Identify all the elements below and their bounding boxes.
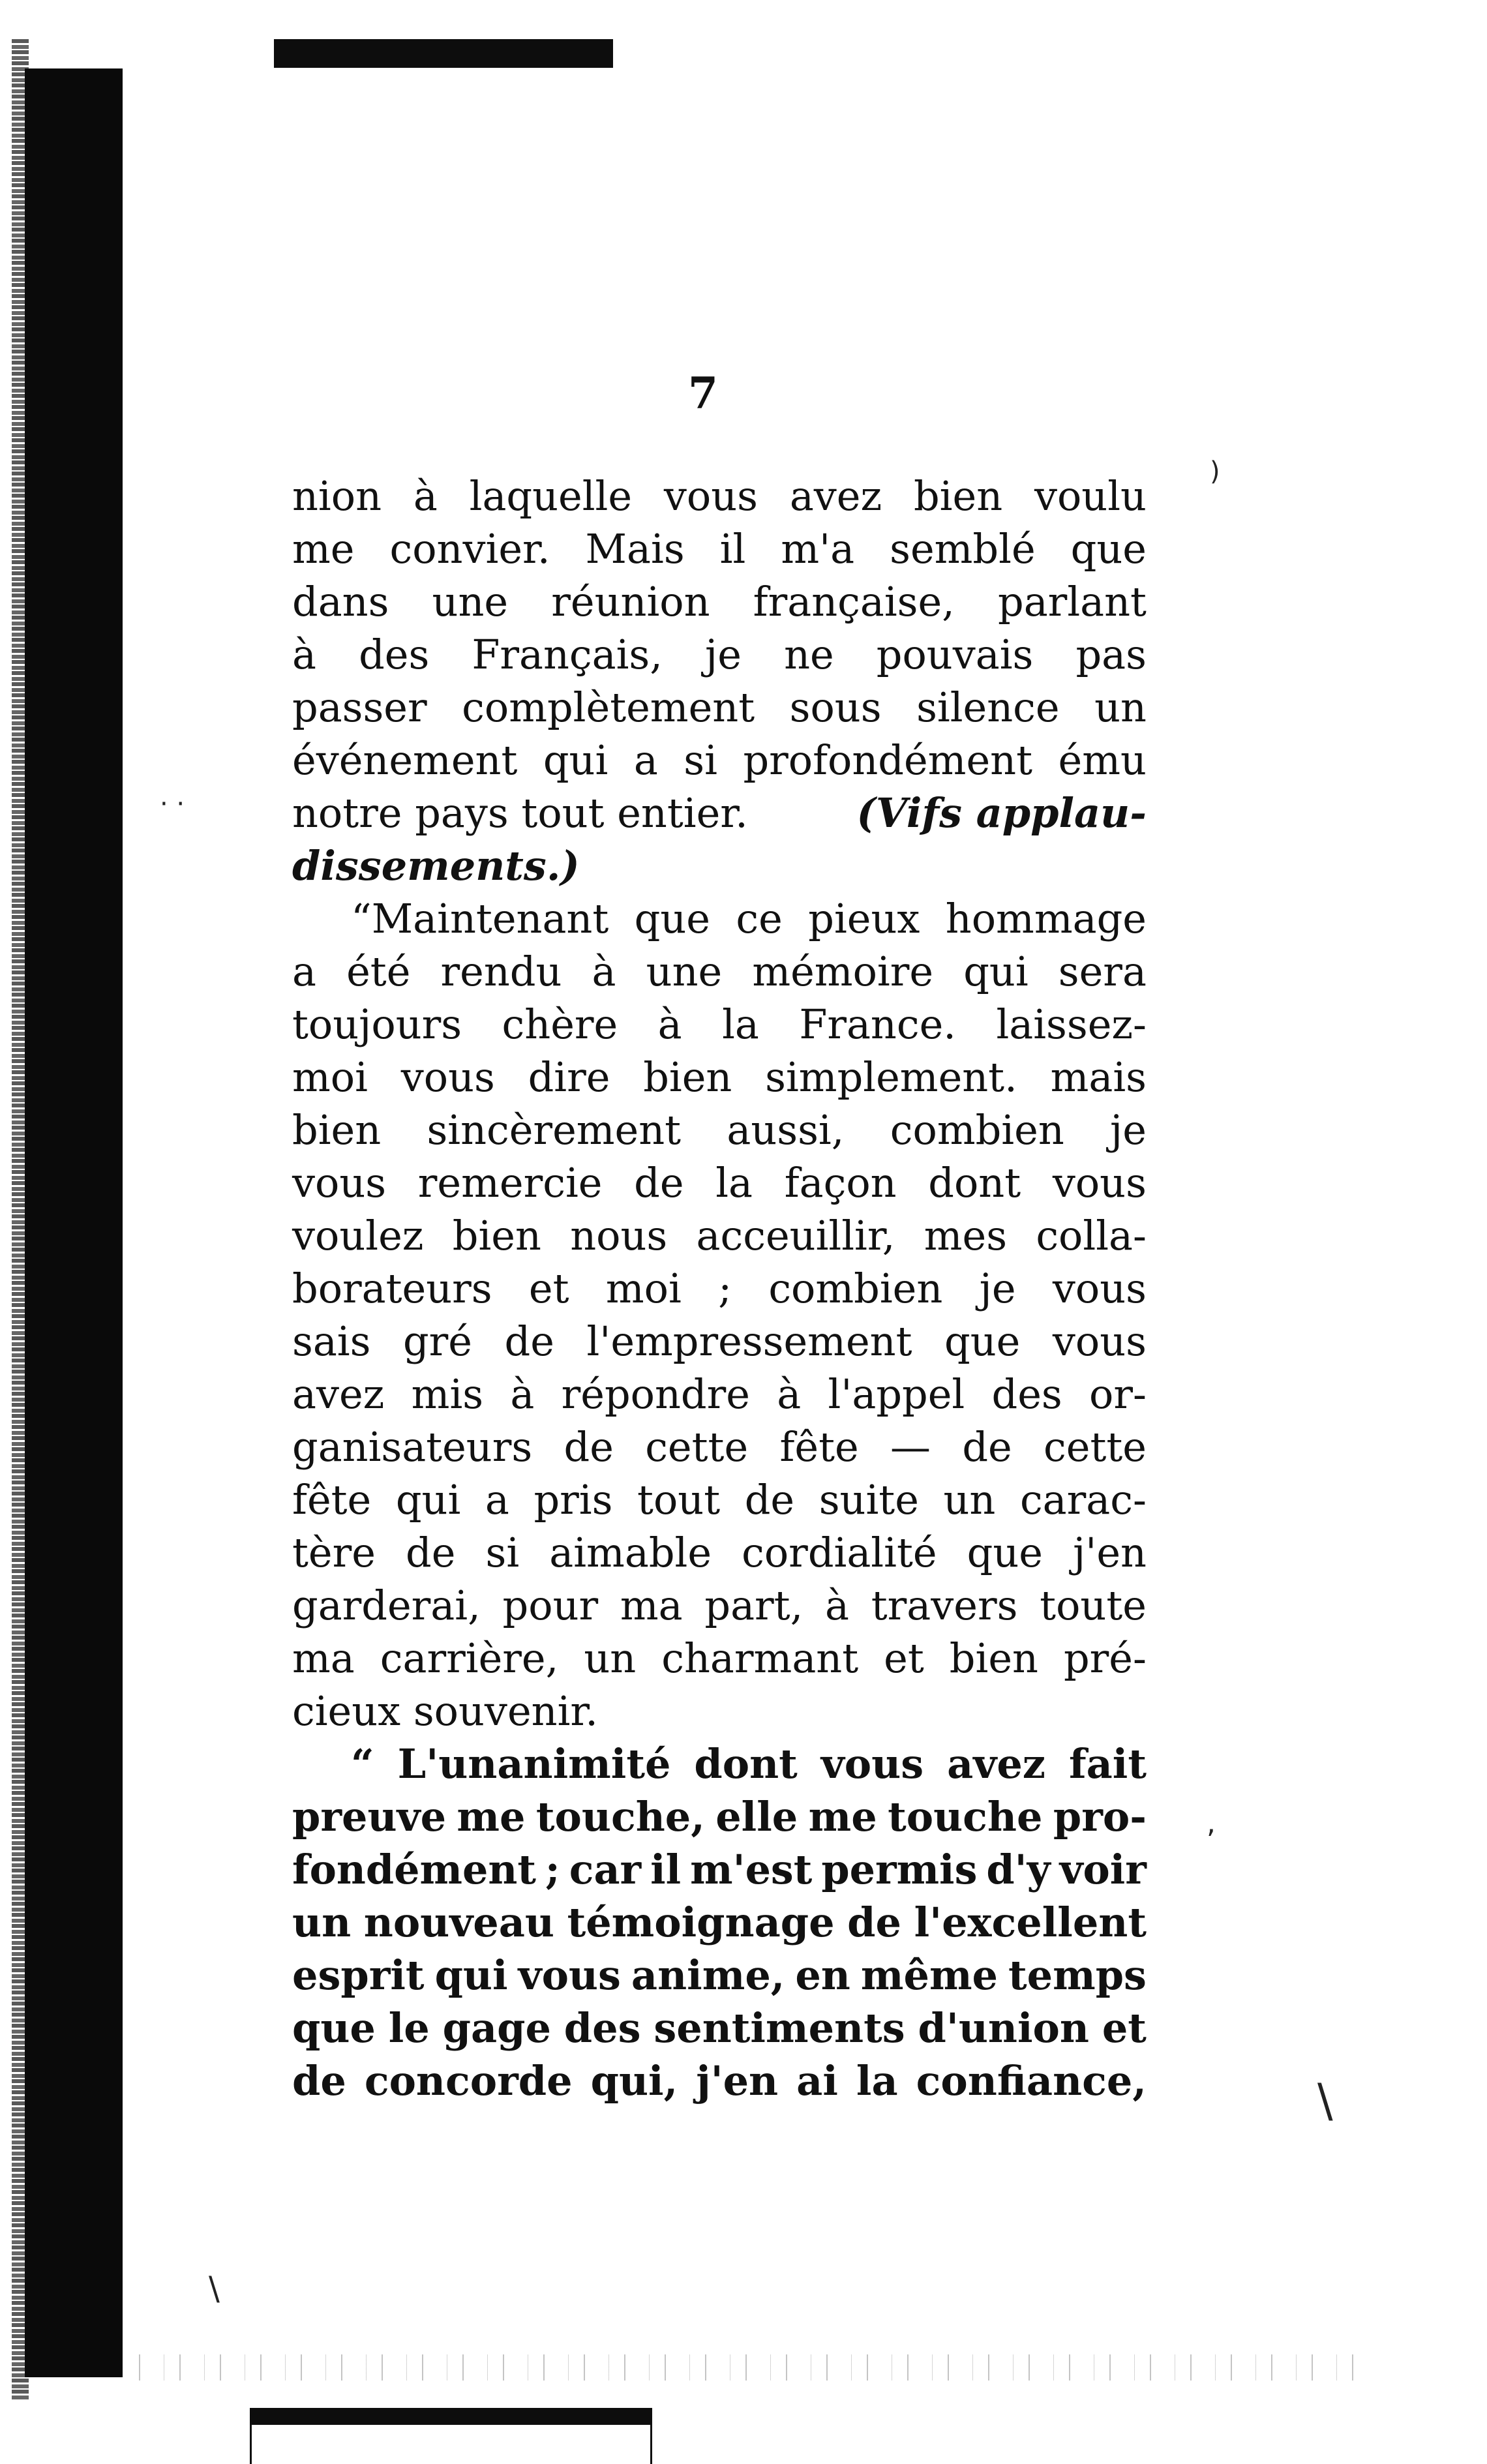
word: toute xyxy=(1040,1582,1147,1629)
word: rendu xyxy=(440,948,562,995)
word: que xyxy=(944,1317,1021,1365)
scan-mark: · · xyxy=(160,789,185,819)
word: mes xyxy=(924,1212,1008,1259)
word: dans xyxy=(292,578,389,625)
word: été xyxy=(346,948,411,995)
text-line xyxy=(292,1262,1147,1315)
word: qui xyxy=(395,1476,461,1524)
text-line xyxy=(292,1104,1147,1156)
word: bien xyxy=(643,1053,732,1101)
word: m'a xyxy=(781,525,855,573)
word: combien xyxy=(890,1106,1064,1154)
word: aussi, xyxy=(727,1106,845,1154)
word: profondément xyxy=(743,736,1033,784)
word: mémoire xyxy=(752,948,934,995)
word: mais xyxy=(1050,1053,1147,1101)
word: colla- xyxy=(1036,1212,1147,1259)
text-line xyxy=(292,1579,1147,1632)
word: voir xyxy=(1059,1846,1147,1893)
top-scan-bar xyxy=(274,39,613,68)
word: avez xyxy=(292,1370,385,1418)
word: parlant xyxy=(998,578,1147,625)
word: que xyxy=(967,1529,1043,1576)
word: de xyxy=(292,2057,346,2105)
text-line xyxy=(292,1209,1147,1262)
word: confiance, xyxy=(916,2057,1147,2105)
word: la xyxy=(722,1000,759,1048)
word: or- xyxy=(1089,1370,1147,1418)
word: et xyxy=(1102,2004,1147,2052)
word: de xyxy=(504,1317,554,1365)
applause-note: (Vifs applau- xyxy=(856,789,1147,837)
word: j'en xyxy=(1073,1529,1147,1576)
word: la xyxy=(715,1159,753,1207)
word: voulez xyxy=(292,1212,424,1259)
word: charmant xyxy=(661,1634,859,1682)
word: sera xyxy=(1058,948,1147,995)
word: l'excellent xyxy=(914,1899,1147,1946)
word: laquelle xyxy=(469,472,633,520)
word: bien xyxy=(292,1106,382,1154)
text-line xyxy=(292,575,1147,628)
word: dont xyxy=(928,1159,1021,1207)
word: hommage xyxy=(945,895,1147,942)
word: à xyxy=(413,472,438,520)
word: ne xyxy=(784,631,834,678)
word: que xyxy=(292,2004,376,2052)
word: ma xyxy=(292,1634,355,1682)
text-line: cieux souvenir. xyxy=(292,1687,598,1735)
word: de xyxy=(563,1423,614,1471)
word: des xyxy=(359,631,430,678)
word: pris xyxy=(533,1476,613,1524)
word: part, xyxy=(704,1582,804,1629)
scan-speckles xyxy=(124,2354,1376,2381)
word: qui xyxy=(963,948,1029,995)
word: une xyxy=(432,578,509,625)
paragraph-start xyxy=(292,892,1147,945)
scan-mark: \ xyxy=(1317,2074,1333,2127)
word: me xyxy=(808,1793,877,1840)
word: voulu xyxy=(1034,472,1147,520)
word: elle xyxy=(715,1793,798,1840)
word: dont xyxy=(694,1740,798,1788)
word: anime, xyxy=(631,1951,785,1999)
word: toujours xyxy=(292,1000,462,1048)
word: fête xyxy=(292,1476,372,1524)
word: pouvais xyxy=(876,631,1034,678)
applause-note-end: dissements.) xyxy=(292,842,580,890)
word: carrière, xyxy=(380,1634,559,1682)
word: que xyxy=(634,895,710,942)
word: ; xyxy=(545,1846,560,1893)
word: remercie xyxy=(417,1159,603,1207)
word: fait xyxy=(1068,1740,1147,1788)
word: à xyxy=(292,631,316,678)
word: touche xyxy=(888,1793,1043,1840)
word: car xyxy=(569,1846,642,1893)
word: vous xyxy=(292,1159,387,1207)
word: je xyxy=(1110,1106,1147,1154)
word: nion xyxy=(292,472,382,520)
word: l'appel xyxy=(828,1370,965,1418)
word: cordialité xyxy=(742,1529,937,1576)
word: concorde xyxy=(364,2057,573,2105)
page-number: 7 xyxy=(688,368,718,419)
word: borateurs xyxy=(292,1265,492,1312)
word: réunion xyxy=(551,578,710,625)
word: à xyxy=(777,1370,802,1418)
word: aimable xyxy=(549,1529,712,1576)
word: ce xyxy=(736,895,783,942)
word: Mais xyxy=(585,525,685,573)
word: vous xyxy=(518,1951,621,1999)
word: de xyxy=(744,1476,795,1524)
text-line xyxy=(292,628,1147,681)
word: dire xyxy=(528,1053,610,1101)
word: à xyxy=(825,1582,849,1629)
text-line xyxy=(292,1420,1147,1473)
text-line xyxy=(292,1526,1147,1579)
scan-mark: , xyxy=(1207,1807,1216,1840)
text-line xyxy=(292,839,1147,892)
word: des xyxy=(991,1370,1062,1418)
text-line xyxy=(292,1949,1147,2002)
text-line xyxy=(292,1632,1147,1685)
word: vous xyxy=(1052,1159,1147,1207)
text-line xyxy=(292,1896,1147,1949)
word: travers xyxy=(871,1582,1018,1629)
word: acceuillir, xyxy=(696,1212,895,1259)
word: façon xyxy=(784,1159,897,1207)
scan-mark: \ xyxy=(209,2270,220,2307)
word: et xyxy=(528,1265,569,1312)
word: “ xyxy=(351,1740,374,1788)
word: de xyxy=(847,1899,901,1946)
word: laissez- xyxy=(996,1000,1147,1048)
scan-mark: ) xyxy=(1210,457,1220,487)
word: sous xyxy=(789,684,882,731)
word: me xyxy=(292,525,355,573)
word: cette xyxy=(645,1423,749,1471)
word: répondre xyxy=(561,1370,750,1418)
word: le xyxy=(388,2004,430,2052)
word: d'y xyxy=(986,1846,1051,1893)
word: l'empressement xyxy=(586,1317,912,1365)
word: ; xyxy=(718,1265,732,1312)
word: à xyxy=(592,948,616,995)
word: j'en xyxy=(696,2057,779,2105)
word: je xyxy=(979,1265,1016,1312)
word: permis xyxy=(821,1846,978,1893)
text-line xyxy=(292,734,1147,787)
bottom-scan-bar xyxy=(250,2408,652,2425)
word: a xyxy=(485,1476,509,1524)
word: et xyxy=(884,1634,924,1682)
text-line xyxy=(292,2002,1147,2054)
word: ému xyxy=(1058,736,1147,784)
word: en xyxy=(795,1951,850,1999)
text-line xyxy=(292,522,1147,575)
word: — xyxy=(890,1423,931,1471)
word: silence xyxy=(916,684,1060,731)
word: tère xyxy=(292,1529,376,1576)
word: simplement. xyxy=(765,1053,1017,1101)
text-line xyxy=(292,2054,1147,2107)
word: des xyxy=(563,2004,641,2052)
word: bien xyxy=(452,1212,541,1259)
paragraph-start xyxy=(292,1737,1147,1790)
word: à xyxy=(510,1370,535,1418)
word: sentiments xyxy=(653,2004,905,2052)
word: de xyxy=(406,1529,456,1576)
word: sincèrement xyxy=(427,1106,682,1154)
word: combien xyxy=(768,1265,943,1312)
word: si xyxy=(683,736,717,784)
word: un xyxy=(584,1634,637,1682)
word: même xyxy=(860,1951,998,1999)
text-line xyxy=(292,1051,1147,1104)
bottom-scan-bar-edge-left xyxy=(250,2425,252,2464)
text-line xyxy=(292,1790,1147,1843)
word: qui xyxy=(434,1951,508,1999)
text-line xyxy=(292,998,1147,1051)
text-line xyxy=(292,1315,1147,1368)
text-line xyxy=(292,1156,1147,1209)
word: ma xyxy=(620,1582,683,1629)
word: garderai, xyxy=(292,1582,481,1629)
word: bien xyxy=(913,472,1003,520)
word: un xyxy=(943,1476,996,1524)
word: avez xyxy=(947,1740,1045,1788)
word: à xyxy=(657,1000,682,1048)
word: si xyxy=(485,1529,520,1576)
text-line xyxy=(292,1843,1147,1896)
word: fondément xyxy=(292,1846,536,1893)
word: “Maintenant xyxy=(351,895,609,942)
word: mis xyxy=(411,1370,484,1418)
word: chère xyxy=(502,1000,618,1048)
word: un xyxy=(292,1899,352,1946)
word: je xyxy=(705,631,742,678)
word: une xyxy=(646,948,723,995)
word: me xyxy=(457,1793,526,1840)
text-line: notre pays tout entier. (Vifs applau- xyxy=(292,787,1147,839)
word: a xyxy=(292,948,316,995)
word: pré- xyxy=(1063,1634,1147,1682)
text-line xyxy=(292,1368,1147,1420)
word: temps xyxy=(1008,1951,1147,1999)
word: vous xyxy=(663,472,758,520)
word: que xyxy=(1070,525,1147,573)
word: L'unanimité xyxy=(397,1740,671,1788)
word: vous xyxy=(400,1053,495,1101)
word: pro- xyxy=(1053,1793,1147,1840)
word: qui, xyxy=(590,2057,678,2105)
word: suite xyxy=(819,1476,919,1524)
word: bien xyxy=(949,1634,1038,1682)
word: pieux xyxy=(808,895,920,942)
word: gage xyxy=(442,2004,551,2052)
word: sais xyxy=(292,1317,371,1365)
binding-shadow xyxy=(25,68,123,2377)
word: il xyxy=(719,525,746,573)
word: Français, xyxy=(472,631,663,678)
word: qui xyxy=(543,736,608,784)
word: ganisateurs xyxy=(292,1423,533,1471)
word: fête xyxy=(779,1423,859,1471)
bottom-scan-bar-edge-right xyxy=(650,2425,652,2464)
word: française, xyxy=(753,578,955,625)
word: passer xyxy=(292,684,427,731)
word: preuve xyxy=(292,1793,447,1840)
word: esprit xyxy=(292,1951,425,1999)
word: convier. xyxy=(389,525,550,573)
word: carac- xyxy=(1019,1476,1147,1524)
word: de xyxy=(634,1159,684,1207)
word: la xyxy=(856,2057,898,2105)
word: nous xyxy=(570,1212,668,1259)
body-text xyxy=(292,470,1147,2107)
word: tout xyxy=(637,1476,721,1524)
word: vous xyxy=(1052,1317,1147,1365)
word: il xyxy=(650,1846,682,1893)
word: complètement xyxy=(462,684,755,731)
word: pas xyxy=(1075,631,1147,678)
word: semblé xyxy=(890,525,1036,573)
word: vous xyxy=(820,1740,924,1788)
text-line xyxy=(292,945,1147,998)
word: gré xyxy=(402,1317,472,1365)
word: d'union xyxy=(918,2004,1089,2052)
word: un xyxy=(1094,684,1147,731)
text-line xyxy=(292,1473,1147,1526)
text-line xyxy=(292,470,1147,522)
word: m'est xyxy=(690,1846,813,1893)
word: pour xyxy=(502,1582,599,1629)
word: cette xyxy=(1044,1423,1147,1471)
word: événement xyxy=(292,736,518,784)
word: nouveau xyxy=(363,1899,554,1946)
text-line xyxy=(292,681,1147,734)
word: vous xyxy=(1052,1265,1147,1312)
word: ai xyxy=(796,2057,838,2105)
word: témoignage xyxy=(567,1899,835,1946)
word: moi xyxy=(292,1053,368,1101)
word: France. xyxy=(799,1000,956,1048)
word: moi xyxy=(605,1265,682,1312)
word: touche, xyxy=(535,1793,705,1840)
word: de xyxy=(962,1423,1012,1471)
word: a xyxy=(633,736,658,784)
word: avez xyxy=(789,472,882,520)
